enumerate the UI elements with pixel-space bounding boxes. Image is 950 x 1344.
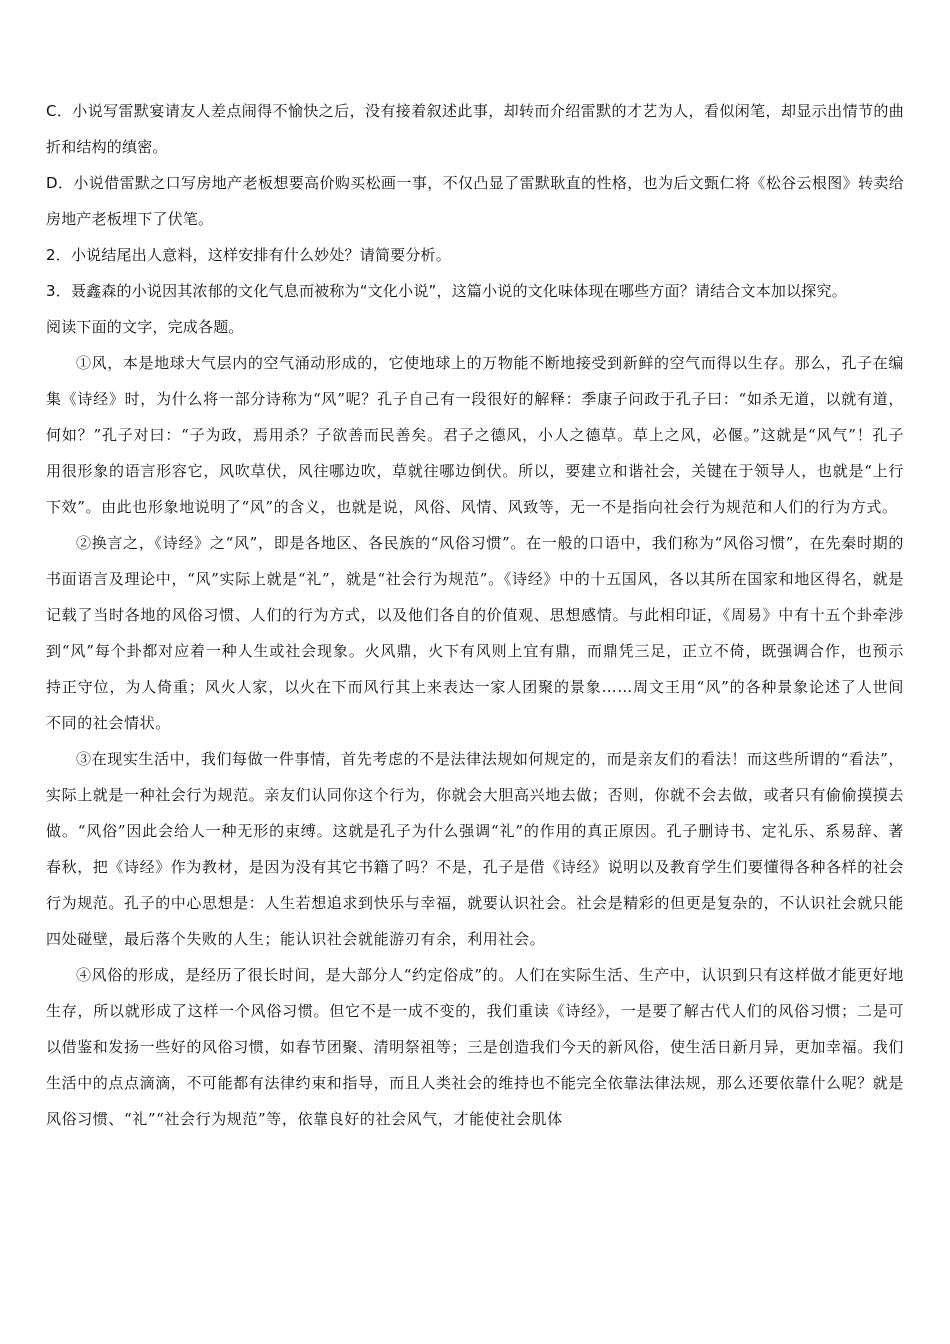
- question-3: 3．聂鑫森的小说因其浓郁的文化气息而被称为“文化小说”，这篇小说的文化味体现在哪些方面？请结合文本加以探究。: [46, 282, 847, 300]
- question-2: 2．小说结尾出人意料，这样安排有什么妙处？请简要分析。: [46, 246, 451, 264]
- reading-instruction: 阅读下面的文字，完成各题。: [46, 318, 244, 336]
- passage-paragraph-2: ②换言之，《诗经》之“风”，即是各地区、各民族的“风俗习惯”。在一般的口语中，我们称为“风俗习惯”，在先秦时期的书面语言及理论中，“风”实际上就是“礼”，就是“社会行为规范”。《诗经》中的十五国风，各以其所在国家和地区得名，就是记载了当时各地的风俗习惯、人们的行为方式，以及他们各自的价值观、思想感情。与此相印证，《周易》中有十五个卦牵涉到“风”每个卦都对应着一种人生或社会现象。火风鼎，火下有风则上宜有鼎，而鼎凭三足，正立不倚，既强调合作，也预示持正守位，为人倚重；风火人家，以火在下而风行其上来表达一家人团聚的景象……周文王用“风”的各种景象论述了人世间不同的社会情状。: [46, 534, 904, 732]
- reading-passage: [46, 345, 904, 1137]
- document-page: [46, 93, 904, 1137]
- question-option-d: D．小说借雷默之口写房地产老板想要高价购买松画一事，不仅凸显了雷默耿直的性格，也为后文甄仁将《松谷云根图》转卖给房地产老板埋下了伏笔。: [46, 174, 904, 228]
- passage-paragraph-3: ③在现实生活中，我们每做一件事情，首先考虑的不是法律法规如何规定的，而是亲友们的看法！而这些所谓的“看法”，实际上就是一种社会行为规范。亲友们认同你这个行为，你就会大胆高兴地去做；否则，你就不会去做，或者只有偷偷摸摸去做。“风俗”因此会给人一种无形的束缚。这就是孔子为什么强调“礼”的作用的真正原因。孔子删诗书、定礼乐、系易辞、著春秋，把《诗经》作为教材，是因为没有其它书籍了吗？不是，孔子是借《诗经》说明以及教育学生们要懂得各种各样的社会行为规范。孔子的中心思想是：人生若想追求到快乐与幸福，就要认识社会。社会是精彩的但更是复杂的，不认识社会就只能四处碰壁，最后落个失败的人生；能认识社会就能游刃有余，利用社会。: [46, 750, 905, 948]
- passage-paragraph-4: ④风俗的形成，是经历了很长时间，是大部分人“约定俗成”的。人们在实际生活、生产中，认识到只有这样做才能更好地生存，所以就形成了这样一个风俗习惯。但它不是一成不变的，我们重读《诗经》，一是要了解古代人们的风俗习惯；二是可以借鉴和发扬一些好的风俗习惯，如春节团聚、清明祭祖等；三是创造我们今天的新风俗，使生活日新月异，更加幸福。我们生活中的点点滴滴，不可能都有法律约束和指导，而且人类社会的维持也不能完全依靠法律法规，那么还要依靠什么呢？就是风俗习惯、“礼”“社会行为规范”等，依靠良好的社会风气，才能使社会肌体: [46, 966, 905, 1128]
- question-option-c: C．小说写雷默宴请友人差点闹得不愉快之后，没有接着叙述此事，却转而介绍雷默的才艺为人，看似闲笔，却显示出情节的曲折和结构的缜密。: [46, 102, 904, 156]
- passage-paragraph-1: ①风，本是地球大气层内的空气涌动形成的，它使地球上的万物能不断地接受到新鲜的空气而得以生存。那么，孔子在编集《诗经》时，为什么将一部分诗称为“风”呢？孔子自己有一段很好的解释：季康子问政于孔子曰：“如杀无道，以就有道，何如？”孔子对曰：“子为政，焉用杀？子欲善而民善矣。君子之德风，小人之德草。草上之风，必偃。”这就是“风气”！孔子用很形象的语言形容它，风吹草伏，风往哪边吹，草就往哪边倒伏。所以，要建立和谐社会，关键在于领导人，也就是“上行下效”。由此也形象地说明了“风”的含义，也就是说，风俗、风情、风致等，无一不是指向社会行为规范和人们的行为方式。: [46, 354, 904, 516]
